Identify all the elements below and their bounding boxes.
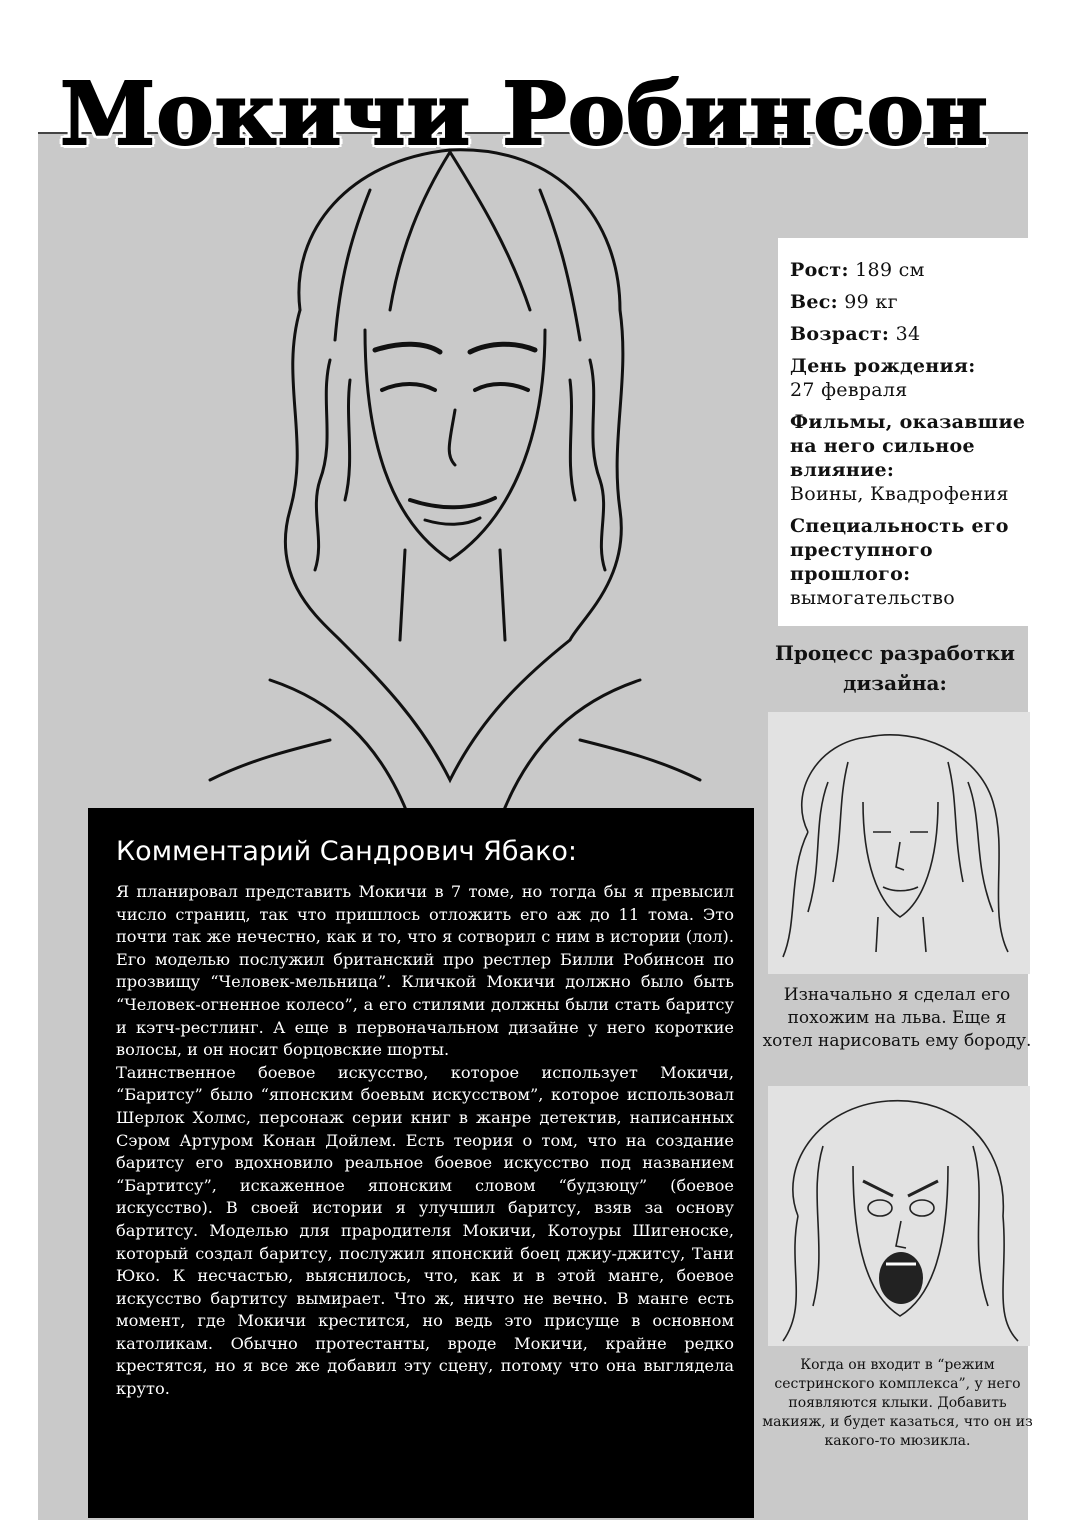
early-design-caption: Изначально я сделал его похожим на льва. Еще я хотел нарисовать ему бороду. (762, 985, 1032, 1051)
comment-paragraph: Таинственное боевое искусство, которое использует Мокичи, “Баритсу” было “японским боевым искусством”, которое использовал Шерлок Холмс, персонаж серии книг в жанре детектив, написанных Сэром Артуром Конан Дойлем. Есть теория о том, что на создание баритсу его вдохновило реальное боевое искусство под названием “Бартитсу”, искаженное японским словом “будзюцу” (боевое искусство). В своей истории я улучшил баритсу, взяв за основу бартитсу. Моделью для прародителя Мокичи, Котоуры Шигеноске, который создал баритсу, послужил японский боец джиу-джитсу, Тани Юко. К несчастью, выяснилось, что, как и в этой манге, боевое искусство бартитсу вымирает. Что ж, ничто не вечно. В манге есть момент, где Мокичи крестится, но ведь это присуще в основном католикам. Обычно протестанты, вроде Мокичи, крайне редко крестятся, но я все же добавил эту сцену, потому что она выглядела круто. (116, 1062, 734, 1399)
stat-height: Рост: 189 см (790, 259, 925, 281)
sister-complex-caption: Когда он входит в “режим сестринского комплекса”, у него появляются клыки. Добавить макияж, и будет казаться, что он из какого-то мюзикла. (762, 1357, 1033, 1449)
author-comment-box (88, 808, 754, 1518)
stat-weight: Вес: 99 кг (790, 291, 898, 313)
comment-heading: Комментарий Сандрович Ябако: (116, 836, 578, 867)
sister-complex-mode-sketch (768, 1086, 1030, 1346)
comment-paragraph: Я планировал представить Мокичи в 7 томе, но тогда бы я превысил число страниц, так что пришлось отложить его аж до 11 тома. Это почти так же нечестно, как и то, что я сотворил с ним в истории (лол). Его моделью послужил британский про рестлер Билли Робинсон по прозвищу “Человек-мельница”. Кличкой Мокичи должно было быть “Человек-огненное колесо”, а его стилями должны были стать баритсу и кэтч-рестлинг. А еще в первоначальном дизайне у него короткие волосы, и он носит борцовские шорты. (116, 882, 734, 1060)
design-process-title: Процесс разработки дизайна: (774, 641, 1016, 695)
page-title: Мокичи Робинсон (60, 64, 989, 165)
character-stats-box (778, 238, 1046, 626)
stat-birthday: День рождения: 27 февраля (790, 355, 976, 401)
portrait-illustration (150, 80, 750, 840)
stat-age: Возраст: 34 (790, 323, 921, 345)
stat-specialty: Специальность его преступного прошлого: вымогательство (790, 515, 1009, 609)
early-design-sketch (768, 712, 1030, 974)
stat-films: Фильмы, оказавшие на него сильное влияние: Воины, Квадрофения (790, 411, 1026, 505)
comment-body (116, 881, 734, 1401)
